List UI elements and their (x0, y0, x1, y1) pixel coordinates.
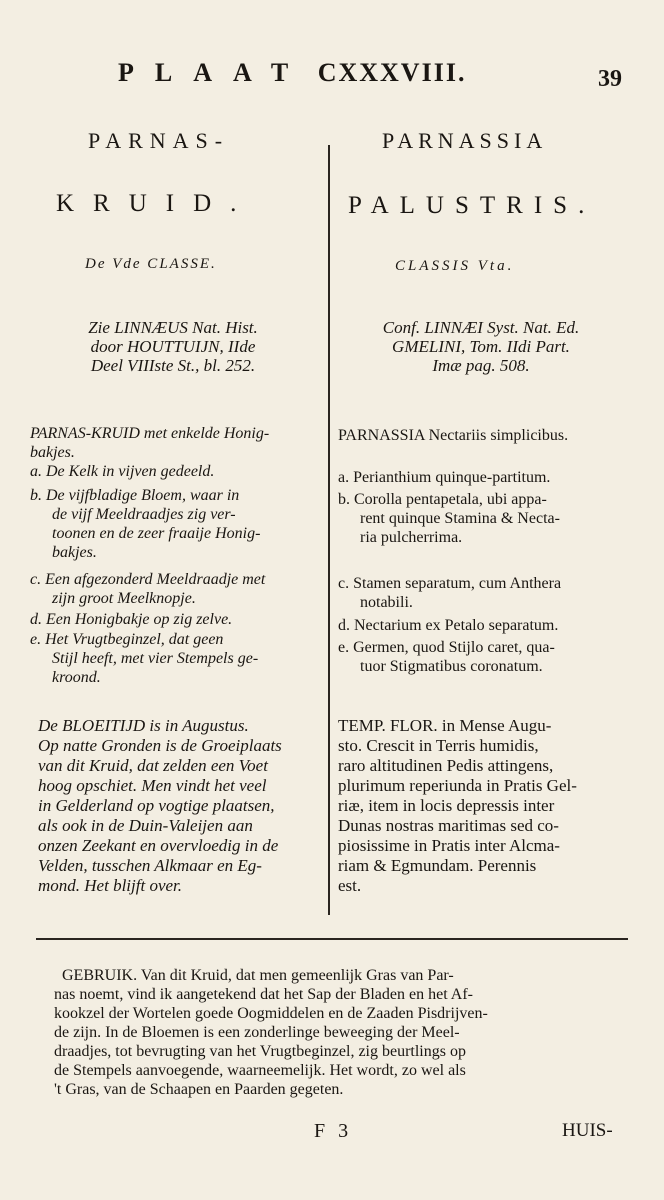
paragraph-line: Op natte Gronden is de Groeiplaats (38, 736, 282, 755)
entry-line: bakjes. (30, 444, 75, 461)
entry-line: tuor Stigmatibus coronatum. (360, 658, 543, 675)
entry-line: b. De vijfbladige Bloem, waar in (30, 487, 240, 504)
paragraph-line: riam & Egmundam. Perennis (338, 856, 537, 875)
dutch-reference (28, 318, 318, 375)
section-divider (36, 938, 628, 940)
paragraph-line: in Gelderland op vogtige plaatsen, (38, 796, 275, 815)
latin-title-line2: PALUSTRIS. (348, 192, 596, 219)
dutch-entry-c (30, 570, 326, 608)
paragraph-line: mond. Het blijft over. (38, 876, 183, 895)
reference-line: Imæ pag. 508. (432, 356, 530, 375)
paragraph-line: hoog opschiet. Men vindt het veel (38, 776, 267, 795)
paragraph-line: onzen Zeekant en overvloedig in de (38, 836, 279, 855)
latin-flowering-paragraph (338, 716, 628, 896)
paragraph-line: de Stempels aanvoegende, waarneemelijk. Het wordt, zo wel als (54, 1062, 466, 1079)
dutch-entry-main (30, 424, 326, 462)
entry-line: c. Stamen separatum, cum Anthera (338, 575, 562, 592)
entry-line: a. Perianthium quinque-partitum. (338, 469, 551, 486)
entry-line: notabili. (360, 594, 413, 611)
usage-paragraph (54, 966, 626, 1099)
latin-entry-main (338, 426, 628, 445)
entry-line: toonen en de zeer fraaije Honig- (52, 525, 261, 542)
entry-line: zijn groot Meelknopje. (52, 590, 196, 607)
entry-line: ria pulcherrima. (360, 529, 463, 546)
reference-line: Zie LINNÆUS Nat. Hist. (88, 318, 258, 337)
latin-entry-a (338, 468, 628, 487)
entry-line: de vijf Meeldraadjes zig ver- (52, 506, 236, 523)
reference-line: Deel VIIIste St., bl. 252. (90, 356, 256, 375)
entry-line: bakjes. (52, 544, 97, 561)
plate-number: CXXXVIII. (317, 58, 467, 87)
paragraph-line: Velden, tusschen Alkmaar en Eg- (38, 856, 262, 875)
reference-line: GMELINI, Tom. IIdi Part. (392, 337, 570, 356)
paragraph-line: kookzel der Wortelen goede Oogmiddelen en de Zaaden Pisdrijven- (54, 1005, 488, 1022)
column-divider (328, 145, 330, 915)
entry-line: PARNASSIA Nectariis simplicibus. (338, 427, 569, 444)
paragraph-line: sto. Crescit in Terris humidis, (338, 736, 539, 755)
catchword: HUIS- (562, 1120, 613, 1141)
entry-line: d. Een Honigbakje op zig zelve. (30, 611, 233, 628)
latin-class: CLASSIS Vta. (395, 258, 515, 274)
paragraph-line: Dunas nostras maritimas sed co- (338, 816, 559, 835)
signature-mark: F 3 (314, 1120, 353, 1142)
paragraph-line: de zijn. In de Bloemen is een zonderlinge beweeging der Meel- (54, 1024, 460, 1041)
latin-entry-e (338, 638, 628, 676)
dutch-title-line2: KRUID. (56, 190, 256, 217)
paragraph-line: piosissime in Pratis inter Alcma- (338, 836, 560, 855)
entry-line: Stijl heeft, met vier Stempels ge- (52, 650, 259, 667)
dutch-title-line1: PARNAS- (88, 128, 230, 153)
entry-line: c. Een afgezonderd Meeldraadje met (30, 571, 266, 588)
entry-line: rent quinque Stamina & Necta- (360, 510, 560, 527)
entry-line: d. Nectarium ex Petalo separatum. (338, 617, 559, 634)
dutch-entry-a (30, 462, 326, 481)
paragraph-line: draadjes, tot bevrugting van het Vrugtbeginzel, zig beurtlings op (54, 1043, 466, 1060)
dutch-flowering-paragraph (38, 716, 328, 896)
reference-line: door HOUTTUIJN, IIde (90, 337, 256, 356)
paragraph-line: raro altitudinen Pedis attingens, (338, 756, 554, 775)
dutch-entry-e (30, 630, 326, 687)
paragraph-line: De BLOEITIJD is in Augustus. (38, 716, 249, 735)
reference-line: Conf. LINNÆI Syst. Nat. Ed. (382, 318, 580, 337)
paragraph-line: est. (338, 876, 362, 895)
dutch-class: De Vde CLASSE. (85, 256, 217, 272)
latin-entry-b (338, 490, 628, 547)
entry-line: PARNAS-KRUID met enkelde Honig- (30, 425, 270, 442)
paragraph-line: plurimum reperiunda in Pratis Gel- (338, 776, 577, 795)
plate-label: PLAAT (118, 58, 310, 87)
latin-reference (336, 318, 626, 375)
plate-heading (118, 58, 466, 88)
paragraph-line: nas noemt, vind ik aangetekend dat het Sap der Bladen en het Af- (54, 986, 473, 1003)
paragraph-line: als ook in de Duin-Valeijen aan (38, 816, 253, 835)
latin-entry-c (338, 574, 628, 612)
dutch-entry-d (30, 610, 326, 629)
entry-line: e. Germen, quod Stijlo caret, qua- (338, 639, 555, 656)
entry-line: e. Het Vrugtbeginzel, dat geen (30, 631, 224, 648)
latin-title-line1: PARNASSIA (382, 128, 548, 153)
paragraph-line: TEMP. FLOR. in Mense Augu- (338, 716, 552, 735)
entry-line: b. Corolla pentapetala, ubi appa- (338, 491, 547, 508)
latin-entry-d (338, 616, 628, 635)
entry-line: a. De Kelk in vijven gedeeld. (30, 463, 215, 480)
page-number: 39 (598, 66, 622, 92)
paragraph-line: riæ, item in locis depressis inter (338, 796, 555, 815)
entry-line: kroond. (52, 669, 101, 686)
paragraph-line: 't Gras, van de Schaapen en Paarden gegeten. (54, 1081, 344, 1098)
paragraph-line: GEBRUIK. Van dit Kruid, dat men gemeenlijk Gras van Par- (62, 967, 454, 984)
dutch-entry-b (30, 486, 326, 562)
paragraph-line: van dit Kruid, dat zelden een Voet (38, 756, 268, 775)
